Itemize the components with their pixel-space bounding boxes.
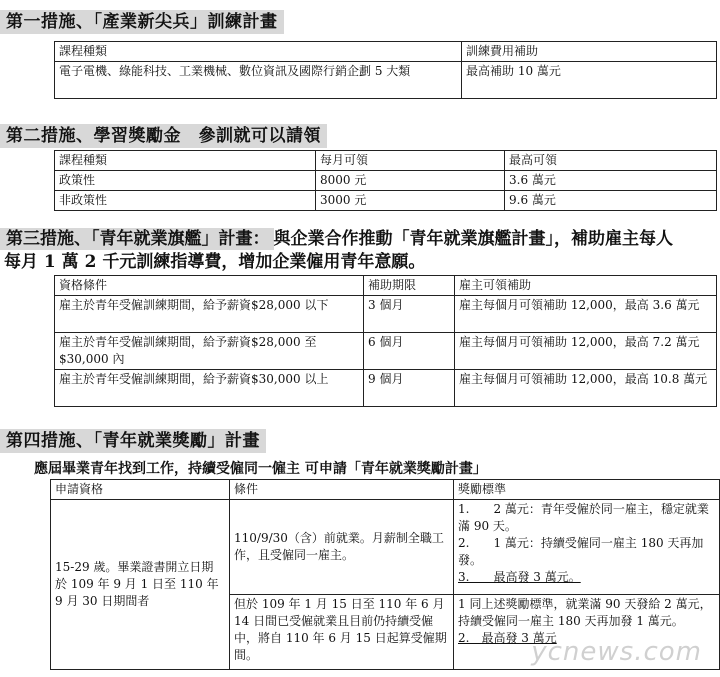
table-cell: 雇主每個月可領補助 12,000，最高 7.2 萬元 [455,333,717,370]
table-cell: 資格條件 [55,276,364,296]
table-cell: 3 個月 [364,296,455,333]
section-3-table [54,275,717,407]
table-row [55,62,717,99]
table-cell: 15-29 歲。畢業證書開立日期於 109 年 9 月 1 日至 110 年 9 月 30 日期間者 [51,500,230,670]
table-cell: 課程種類 [55,151,316,171]
table-cell: 課程種類 [55,42,462,62]
table-row [55,370,717,407]
table-cell: 訓練費用補助 [462,42,717,62]
table-cell: 雇主每個月可領補助 12,000，最高 10.8 萬元 [455,370,717,407]
table-cell: 最高補助 10 萬元 [462,62,717,99]
watermark: ycnews.com [531,637,702,667]
section-1-title: 第一措施、「產業新尖兵」訓練計畫 [0,10,284,34]
reward-item: 1 同上述獎勵標準，就業滿 90 天發給 2 萬元，持續受僱同一雇主 180 天再加發 1 萬元。 [458,597,712,628]
table-cell: 9 個月 [364,370,455,407]
table-cell: 政策性 [55,171,316,191]
table-cell: 3.6 萬元 [505,171,717,191]
table-cell: 最高可領 [505,151,717,171]
table-header-row [55,42,717,62]
table-header-row [55,276,717,296]
section-4-header [0,429,266,453]
section-2-table [54,150,717,211]
table-cell: 獎勵標準 [454,480,720,500]
table-cell: 雇主每個月可領補助 12,000，最高 3.6 萬元 [455,296,717,333]
table-cell: 條件 [230,480,454,500]
section-1-header [0,10,284,34]
table-header-row [55,151,717,171]
table-cell: 9.6 萬元 [505,191,717,211]
section-2-title: 第二措施、學習獎勵金 參訓就可以請領 [0,124,327,148]
table-cell: 申請資格 [51,480,230,500]
section-4-title: 第四措施、「青年就業獎勵」計畫 [0,429,266,453]
section-3-desc-1: 與企業合作推動「青年就業旗艦計畫」，補助雇主每人 [273,229,673,249]
reward-item: 1. 2 萬元：青年受僱於同一雇主，穩定就業滿 90 天。 [458,502,709,533]
table-cell: 每月可領 [316,151,505,171]
table-cell: 8000 元 [316,171,505,191]
table-cell [454,500,720,595]
reward-item: 3. 最高發 3 萬元。 [458,570,581,584]
table-cell: 雇主於青年受僱訓練期間，給予薪資$28,000 以下 [55,296,364,333]
table-cell: 電子電機、綠能科技、工業機械、數位資訊及國際行銷企劃 5 大類 [55,62,462,99]
reward-item: 2. 1 萬元：持續受僱同一雇主 180 天再加發。 [458,536,704,567]
table-row [55,191,717,211]
table-cell: 雇主於青年受僱訓練期間，給予薪資$30,000 以上 [55,370,364,407]
section-3-header [0,228,720,250]
section-1-table [54,41,717,99]
table-row [55,171,717,191]
section-3-title: 第三措施、「青年就業旗艦」計畫： [0,228,274,250]
section-4-lead: 應屆畢業青年找到工作，持續受僱同一僱主 可申請「青年就業獎勵計畫」 [34,461,487,477]
table-cell: 3000 元 [316,191,505,211]
table-cell: 補助期限 [364,276,455,296]
table-header-row [51,480,720,500]
table-row [55,333,717,370]
table-cell: 110/9/30（含）前就業。月薪制全職工作，且受僱同一雇主。 [230,500,454,595]
table-row [55,296,717,333]
section-3-desc-2: 每月 1 萬 2 千元訓練指導費，增加企業僱用青年意願。 [4,252,426,272]
reward-item: 2. 最高發 3 萬元 [458,631,557,645]
table-cell: 雇主可領補助 [455,276,717,296]
table-row [51,500,720,595]
table-cell: 雇主於青年受僱訓練期間，給予薪資$28,000 至$30,000 內 [55,333,364,370]
table-cell: 6 個月 [364,333,455,370]
section-2-header [0,124,327,148]
table-cell: 非政策性 [55,191,316,211]
table-cell: 但於 109 年 1 月 15 日至 110 年 6 月 14 日間已受僱就業且目前仍持續受僱中，將自 110 年 6 月 15 日起算受僱期間。 [230,595,454,670]
